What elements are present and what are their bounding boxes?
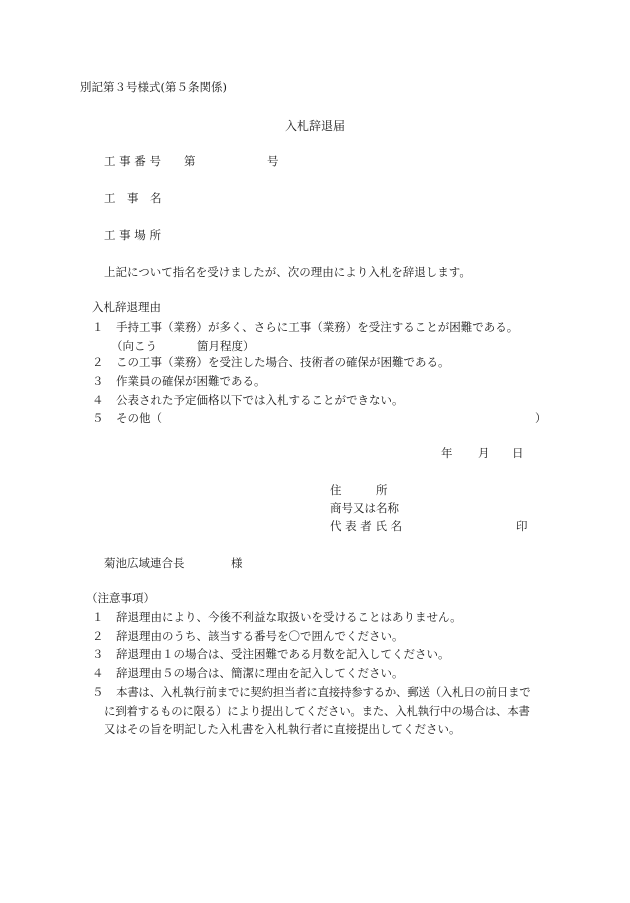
reason-sub-mukou: （向こう bbox=[111, 339, 157, 353]
applicant-address-label: 住 所 bbox=[330, 483, 388, 497]
koji-mei-label: 工 事 名 bbox=[104, 191, 162, 205]
note-number: ２ bbox=[92, 629, 104, 643]
note-number: ５ bbox=[92, 685, 104, 699]
date-year: 年 bbox=[441, 446, 453, 460]
statement: 上記について指名を受けましたが、次の理由により入札を辞退します。 bbox=[104, 265, 471, 279]
reason-number: ２ bbox=[92, 355, 104, 369]
note-text-continued: 又はその旨を明記した入札書を入札執行者に直接提出してください。 bbox=[104, 722, 461, 736]
koji-basho-label: 工 事 場 所 bbox=[104, 228, 161, 242]
note-text: 辞退理由のうち、該当する番号を〇で囲んでください。 bbox=[116, 629, 404, 643]
reason-number: ３ bbox=[92, 374, 104, 388]
note-text-continued: に到着するものに限る）により提出してください。また、入札執行中の場合は、本書 bbox=[104, 704, 530, 718]
reason-number: ５ bbox=[92, 411, 104, 425]
addressee-name: 菊池広域連合長 bbox=[104, 556, 185, 570]
note-number: ３ bbox=[92, 647, 104, 661]
reason-text: 手持工事（業務）が多く、さらに工事（業務）を受注することが困難である。 bbox=[116, 320, 519, 334]
date-day: 日 bbox=[512, 446, 524, 460]
reason-text: 公表された予定価格以下では入札することができない。 bbox=[116, 393, 404, 407]
date-month: 月 bbox=[478, 446, 490, 460]
reason-sub-kagetsu: 箇月程度） bbox=[197, 339, 255, 353]
note-text: 本書は、入札執行前までに契約担当者に直接持参するか、郵送（入札日の前日まで bbox=[116, 685, 531, 699]
note-text: 辞退理由５の場合は、簡潔に理由を記入してください。 bbox=[116, 666, 404, 680]
note-text: 辞退理由により、今後不利益な取扱いを受けることはありません。 bbox=[116, 610, 462, 624]
notes-heading: （注意事項） bbox=[86, 591, 155, 605]
form-number-label: 別記第３号様式(第５条関係) bbox=[80, 80, 227, 94]
document-title: 入札辞退届 bbox=[285, 119, 346, 133]
addressee-sama: 様 bbox=[231, 556, 243, 570]
note-number: ４ bbox=[92, 666, 104, 680]
note-number: １ bbox=[92, 610, 104, 624]
koji-bango-label: 工 事 番 号 bbox=[104, 154, 161, 168]
reason-close-paren: ） bbox=[535, 411, 547, 425]
applicant-name-label: 商号又は名称 bbox=[330, 501, 399, 515]
reason-text: その他（ bbox=[116, 411, 162, 425]
reason-text: この工事（業務）を受注した場合、技術者の確保が困難である。 bbox=[116, 355, 450, 369]
reason-text: 作業員の確保が困難である。 bbox=[116, 374, 266, 388]
koji-bango-dai: 第 bbox=[184, 154, 196, 168]
koji-bango-go: 号 bbox=[267, 154, 279, 168]
note-text: 辞退理由１の場合は、受注困難である月数を記入してください。 bbox=[116, 647, 450, 661]
reason-number: ４ bbox=[92, 393, 104, 407]
reasons-heading: 入札辞退理由 bbox=[92, 300, 161, 314]
applicant-rep-label: 代 表 者 氏 名 bbox=[330, 519, 403, 533]
reason-number: １ bbox=[92, 320, 104, 334]
seal-mark: 印 bbox=[516, 519, 528, 533]
